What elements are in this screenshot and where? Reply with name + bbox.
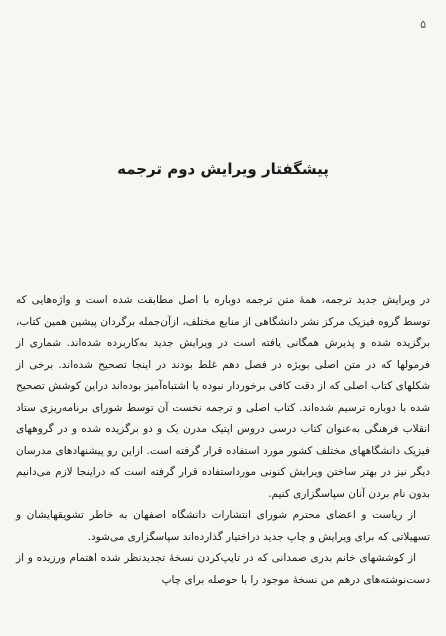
page-number: ۵ xyxy=(420,18,426,31)
page-title: پیشگفتار ویرایش دوم ترجمه xyxy=(117,160,329,178)
paragraph-3: از کوششهای خانم بدری صمدانی که در تایپ‌کردن نسخهٔ تجدیدنظر شده اهتمام ورزیده و از دست‌نوشته‌های درهم من نسخهٔ موجود را با حوصله برای چاپ xyxy=(16,552,430,586)
body-text xyxy=(16,290,430,591)
paragraph-2: از ریاست و اعضای محترم شورای انتشارات دانشگاه اصفهان به خاطر تشویقهایشان و تسهیلاتی که برای ویرایش و چاپ جدید دراختیار گذارده‌اند سپاسگزاری می‌شود. xyxy=(16,509,430,543)
paragraph-1: در ویرایش جدید ترجمه، همهٔ متن ترجمه دوباره با اصل مطابقت شده است و واژه‌هایی که توسط گروه فیزیک مرکز نشر دانشگاهی از منابع مختلف، ازآن‌جمله برگردان پیشین همین کتاب، برگزیده شده و پذیرش همگانی یافته است در ویرایش جدید به‌کاربرده شده‌اند. شماری از فرمولها که در متن اصلی بویژه در فصل دهم غلط بودند در اینجا تصحیح شده‌اند. برخی از شکلهای کتاب اصلی که از دقت کافی برخوردار نبوده یا اشتباه‌آمیز بوده‌اند دراین کوشش تصحیح شده با دوباره ترسیم شده‌اند. کتاب اصلی و ترجمه نخست آن توسط شورای برنامه‌ریزی ستاد انقلاب فرهنگی به‌عنوان کتاب درسی دروس اپتیک مدرن یک و دو برگزیده شده و در گروههای فیزیک دانشگاههای مختلف کشور مورد استفاده قرار گرفته است. ازاین رو پیشنهادهای مدرسان دیگر نیز در بهتر ساختن ویرایش کنونی مورداستفاده قرار گرفته است که دراینجا لازم می‌دانیم بدون نام بردن آنان سپاسگزاری کنیم. xyxy=(16,294,430,500)
